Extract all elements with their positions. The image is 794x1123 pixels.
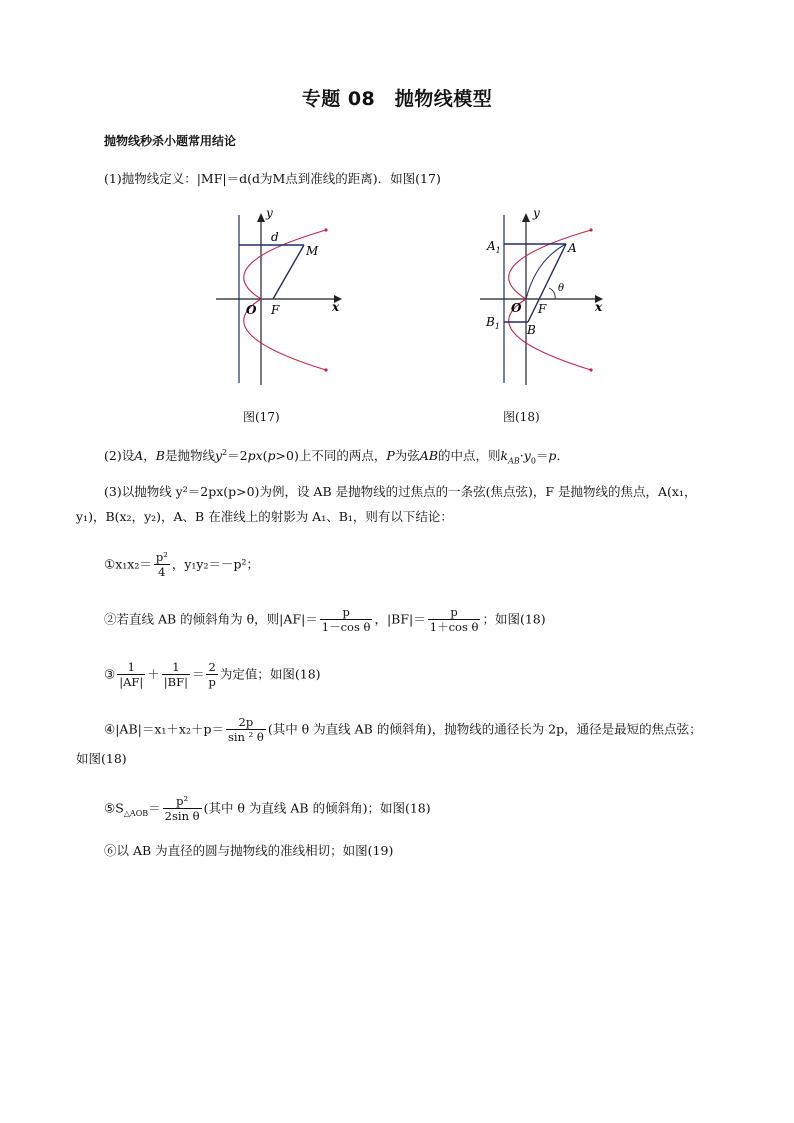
conclusion-1: ①x₁x₂＝ $\frac{\text{p²}}{4}$ ，y₁y₂＝－p²； [104,550,259,579]
label-f: F [538,302,547,316]
label-b1: $B_1$ [486,315,500,331]
label-o: O [511,301,522,315]
y-axis-arrow [257,213,265,222]
item1-definition: (1)抛物线定义：|MF|＝d(d为M点到准线的距离)．如图(17) [104,171,441,186]
fraction: $\frac{\text{p²}}{\text{2sin θ}}$ [164,794,200,823]
section-title: 抛物线秒杀小题常用结论 [104,134,237,148]
item3-line1: (3)以抛物线 y²＝2px(p>0)为例，设 AB 是抛物线的过焦点的一条弦(焦点弦)，F 是抛物线的焦点，A(x₁， [104,484,697,499]
item2-midpoint: (2)设A，B是抛物线$y^2=2px(p>0)$上不同的两点，P为弦AB的中点，则$k_{AB}\cdot y_0=p$． [104,448,569,466]
label-o: O [246,303,257,317]
label-x: x [595,300,603,314]
segment-mf [273,245,304,299]
fraction: $\frac{2p}{\text{sin ² θ}}$ [227,715,264,744]
label-y: y [533,206,540,220]
conclusion-2: ②若直线 AB 的倾斜角为 θ，则|AF|＝ $\frac{p}{\text{1－cos θ}}$ ，|BF|＝ $\frac{p}{\text{1＋cos θ}}$ ；如图(18) [104,605,546,634]
figure-17 [200,205,350,390]
angle-arc [549,288,555,299]
conclusion-6: ⑥以 AB 为直径的圆与抛物线的准线相切；如图(19) [104,843,394,858]
label-theta: θ [558,283,565,294]
page-title: 专题 08 抛物线模型 [301,88,493,110]
label-d: d [271,230,279,244]
figure-18-caption: 图(18) [503,410,540,424]
y-axis-arrow [522,213,530,222]
conclusion-5: $⑤S_{\triangle AOB}=$ $\frac{\text{p²}}{\text{2sin θ}}$ (其中 θ 为直线 AB 的倾斜角)；如图(18) [104,794,431,823]
label-y: y [266,206,273,220]
fraction: $\frac{1}{|BF|}$ [163,660,188,689]
fraction: $\frac{p}{\text{1－cos θ}}$ [321,605,371,634]
label-m: M [306,244,319,258]
fraction: $\frac{1}{|AF|}$ [119,660,144,689]
label-a: A [568,241,577,255]
label-x: x [332,300,340,314]
conclusion-4-line2: 如图(18) [76,751,127,766]
label-b: B [527,323,536,337]
fraction: $\frac{2}{p}$ [208,660,216,689]
conclusion-4: ④|AB|＝x₁＋x₂＋p＝ $\frac{2p}{\text{sin ² θ}}$ (其中 θ 为直线 AB 的倾斜角)，抛物线的通径长为 2p，通径是最短的焦点弦； [104,715,702,744]
label-a1: $A_1$ [487,239,501,255]
parabola [509,230,591,370]
item3-line2: y₁)，B(x₂，y₂)，A、B 在准线上的射影为 A₁、B₁，则有以下结论： [76,509,453,524]
fraction: $\frac{\text{p²}}{4}$ [155,550,168,579]
figure-17-caption: 图(17) [243,410,280,424]
label-f: F [271,303,280,317]
figure-18 [476,205,626,390]
conclusion-3: ③ $\frac{1}{|AF|}$ ＋ $\frac{1}{|BF|}$ ＝ $\frac{2}{p}$ 为定值；如图(18) [104,660,321,689]
fraction: $\frac{p}{\text{1＋cos θ}}$ [429,605,479,634]
